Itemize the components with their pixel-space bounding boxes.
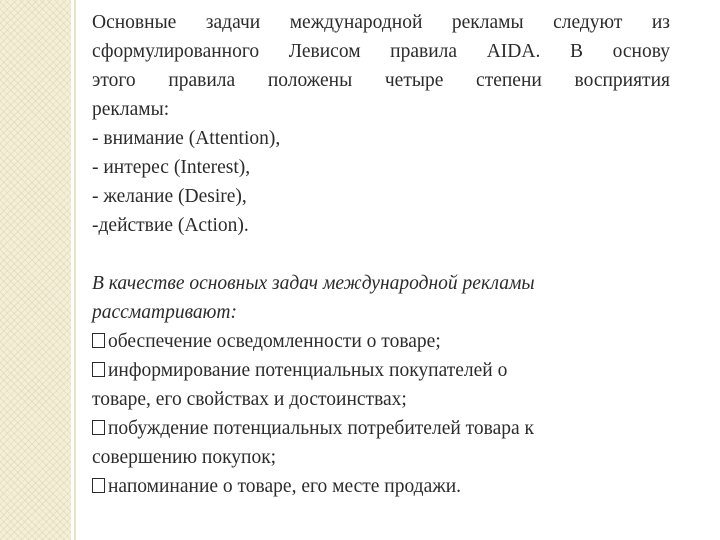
intro-line-3: этого правила положены четыре степени восприятия bbox=[92, 70, 670, 91]
task-text: информирование потенциальных покупателей о bbox=[108, 360, 508, 381]
intro-paragraph bbox=[92, 8, 670, 124]
tasks-heading-line-1: В качестве основных задач международной рекламы bbox=[92, 273, 535, 294]
checkbox-outline-icon bbox=[92, 420, 105, 435]
task-item-motivation bbox=[92, 414, 670, 472]
task-text: побуждение потенциальных потребителей товара к bbox=[108, 418, 535, 439]
task-text-continued: совершению покупок; bbox=[92, 447, 277, 468]
checkbox-outline-icon bbox=[92, 478, 105, 493]
stage-desire: - желание (Desire), bbox=[92, 186, 247, 207]
side-divider bbox=[74, 0, 76, 540]
task-item-informing bbox=[92, 356, 670, 414]
task-text: обеспечение осведомленности о товаре; bbox=[108, 331, 441, 352]
paragraph-gap bbox=[92, 240, 670, 269]
stage-interest: - интерес (Interest), bbox=[92, 157, 251, 178]
task-item-awareness bbox=[92, 327, 670, 356]
stage-attention: - внимание (Attention), bbox=[92, 128, 281, 149]
checkbox-outline-icon bbox=[92, 362, 105, 377]
task-item-reminder bbox=[92, 472, 670, 501]
checkbox-outline-icon bbox=[92, 333, 105, 348]
task-text-continued: товаре, его свойствах и достоинствах; bbox=[92, 389, 407, 410]
stage-action: -действие (Action). bbox=[92, 215, 249, 236]
intro-line-4: рекламы: bbox=[92, 99, 170, 120]
decorative-side-band bbox=[0, 0, 71, 540]
tasks-heading bbox=[92, 269, 670, 327]
task-text: напоминание о товаре, его месте продажи. bbox=[108, 476, 462, 497]
slide-body bbox=[92, 8, 670, 501]
intro-line-1: Основные задачи международной рекламы следуют из bbox=[92, 12, 670, 33]
aida-stages-list bbox=[92, 124, 670, 240]
tasks-list bbox=[92, 327, 670, 501]
intro-line-2: сформулированного Левисом правила AIDA. В основу bbox=[92, 41, 670, 62]
tasks-heading-line-2: рассматривают: bbox=[92, 302, 237, 323]
